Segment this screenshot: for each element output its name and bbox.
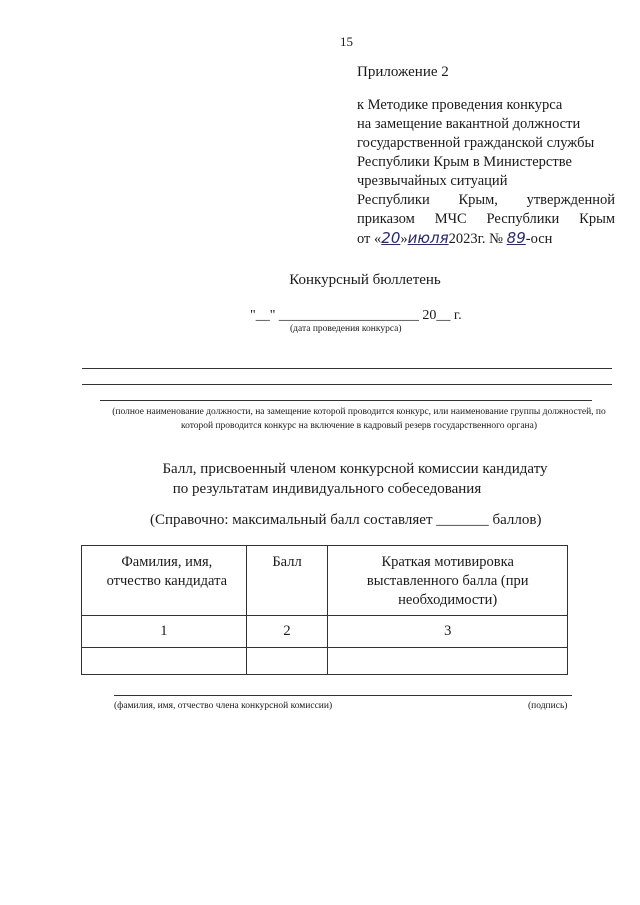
position-caption: (полное наименование должности, на замещение которой проводится конкурс, или наименование группы должностей, по которой проводится конкурс на включение в кадровый резерв государственного органа) [112,407,606,431]
table-number-row [82,616,568,648]
score-title [70,459,640,499]
approval-line-justified [357,210,615,229]
order-year: 2023г. № [448,231,504,247]
signature-caption: (подпись) [528,701,568,711]
approval-line: чрезвычайных ситуаций [357,173,508,189]
order-suffix: -осн [525,231,553,247]
order-line [357,229,615,249]
score-title-line: по результатам индивидуального собеседования [172,481,482,497]
table-cell: 1 [82,616,247,648]
table-cell[interactable] [246,648,328,675]
signature-line [114,695,572,696]
order-day-handwritten: 20 [381,229,401,247]
date-line: "__" ____________________ 20__ г. [250,308,462,323]
approval-line: на замещение вакантной должности [357,116,581,132]
approval-line-justified [357,191,615,210]
table-cell: 2 [246,616,328,648]
table-row [82,648,568,675]
order-month-handwritten: июля [407,229,449,247]
approval-word: утвержденной [526,192,615,208]
order-mid: » [400,231,408,247]
table-cell[interactable] [328,648,568,675]
header-score: Балл [246,546,328,616]
position-line [82,368,612,369]
table-header-row [82,546,568,616]
position-line [100,400,592,401]
approval-line: Республики Крым в Министерстве [357,154,572,170]
max-score-note: (Справочно: максимальный балл составляет _______ баллов) [150,512,542,528]
order-number-handwritten: 89 [506,229,526,247]
signature-name-caption: (фамилия, имя, отчество члена конкурсной комиссии) [114,701,333,711]
position-line [82,384,612,385]
approval-block [357,96,615,249]
table-cell: 3 [328,616,568,648]
order-prefix: от « [357,231,382,247]
score-title-line: Балл, присвоенный членом конкурсной комиссии кандидату [162,461,548,477]
score-table [81,545,568,675]
approval-line: к Методике проведения конкурса [357,97,563,113]
approval-word: Крым [579,211,615,227]
header-motivation: Краткая мотивировка выставленного балла (при необходимости) [328,546,568,616]
appendix-title: Приложение 2 [357,64,449,80]
date-caption: (дата проведения конкурса) [290,324,402,334]
table-cell[interactable] [82,648,247,675]
document-title: Конкурсный бюллетень [289,272,441,288]
approval-word: Республики [357,192,430,208]
page-number: 15 [340,34,353,49]
approval-word: МЧС [434,211,467,227]
approval-word: Крым, [458,192,498,208]
approval-word: приказом [357,211,415,227]
approval-word: Республики [486,211,560,227]
approval-line: государственной гражданской службы [357,135,595,151]
header-candidate-name: Фамилия, имя, отчество кандидата [82,546,247,616]
